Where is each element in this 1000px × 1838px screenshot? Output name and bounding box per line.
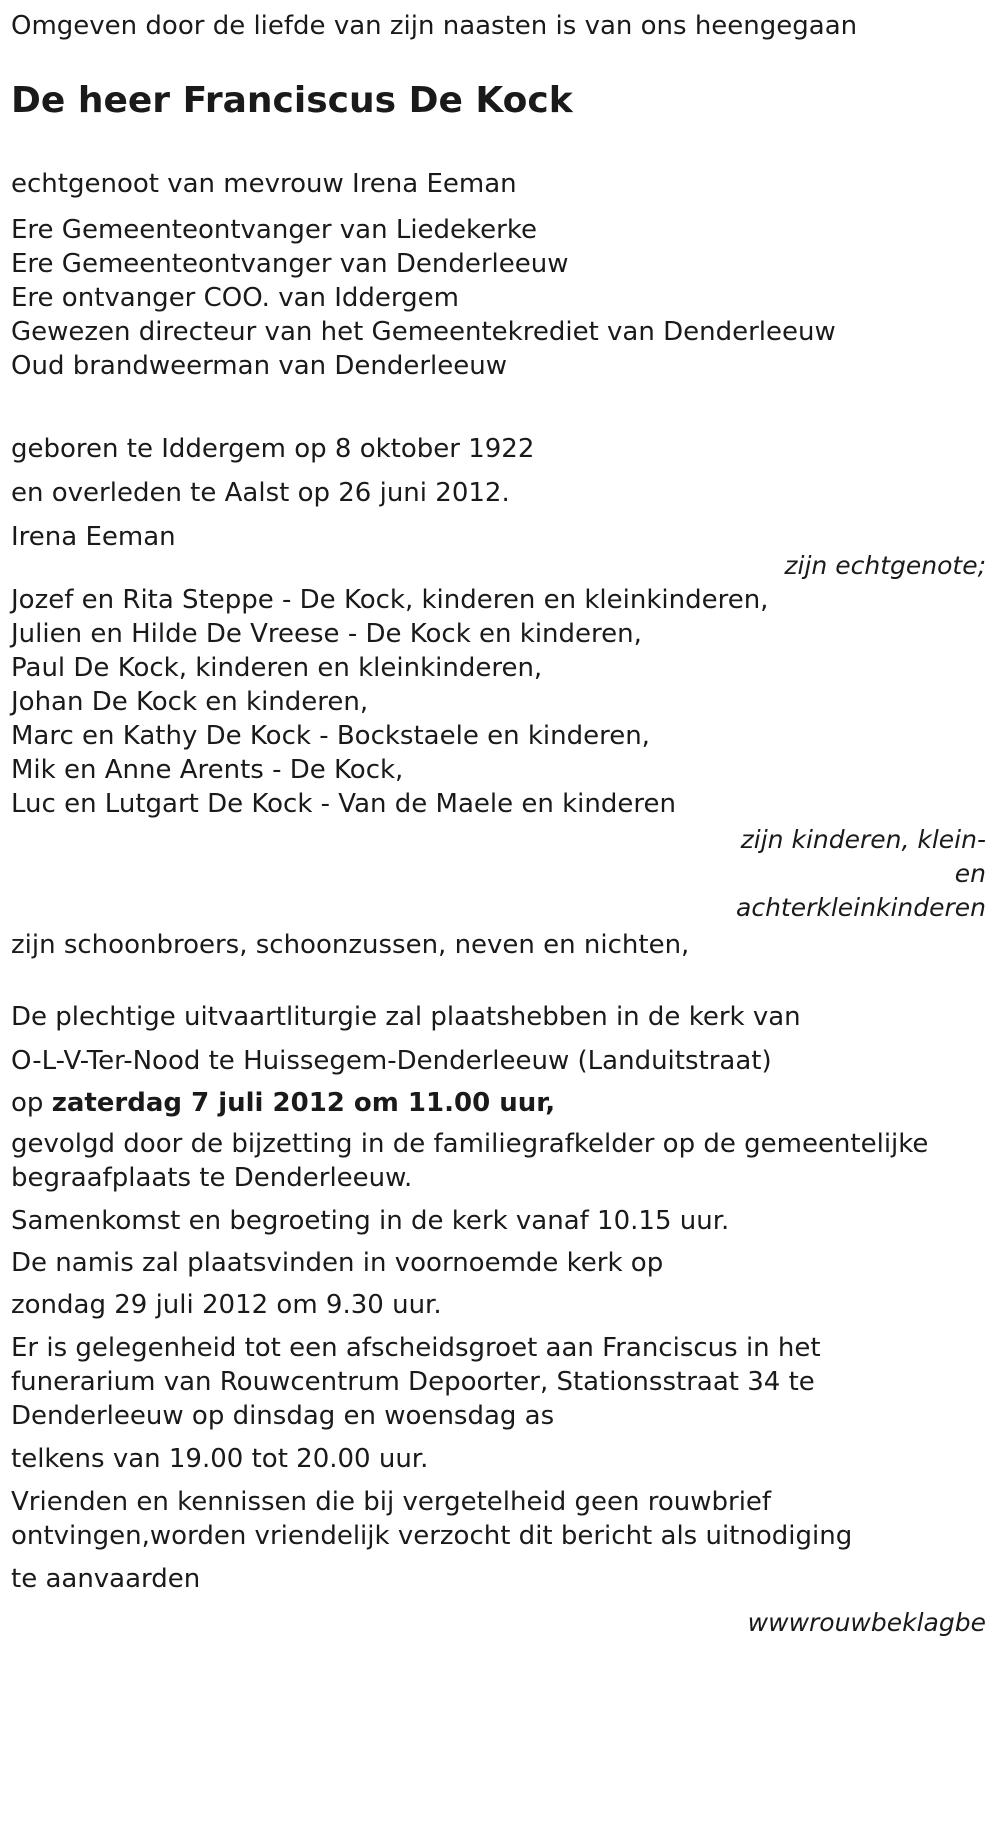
memorial-line: De namis zal plaatsvinden in voornoemde kerk op [11, 1248, 664, 1278]
children-role-line: en [954, 859, 986, 888]
footer-source: wwwrouwbeklagbe [747, 1608, 986, 1637]
spouse-name: Irena Eeman [11, 522, 176, 552]
notice-line: Vrienden en kennissen die bij vergetelheid geen rouwbrief [11, 1487, 772, 1517]
title-line: Ere ontvanger COO. van Iddergem [11, 283, 459, 313]
title-line: Oud brandweerman van Denderleeuw [11, 351, 508, 381]
church-line: O-L-V-Ter-Nood te Huissegem-Denderleeuw (Landuitstraat) [11, 1046, 772, 1076]
gathering-line: Samenkomst en begroeting in de kerk vanaf 10.15 uur. [11, 1206, 730, 1236]
children-role-line: achterkleinkinderen [736, 893, 986, 922]
intro-text: Omgeven door de liefde van zijn naasten is van ons heengegaan [11, 11, 858, 41]
death-line: en overleden te Aalst op 26 juni 2012. [11, 478, 510, 508]
deceased-name: De heer Franciscus De Kock [11, 80, 573, 121]
farewell-line: Denderleeuw op dinsdag en woensdag as [11, 1401, 555, 1431]
title-line: Ere Gemeenteontvanger van Liedekerke [11, 215, 537, 245]
memorial-date: zondag 29 juli 2012 om 9.30 uur. [11, 1290, 442, 1320]
title-line: Gewezen directeur van het Gemeentekrediet van Denderleeuw [11, 317, 836, 347]
child-line: Marc en Kathy De Kock - Bockstaele en kinderen, [11, 721, 650, 751]
children-role-line: zijn kinderen, klein- [740, 825, 986, 854]
obituary-notice [0, 6, 1000, 1838]
spouse-role: zijn echtgenote; [784, 551, 986, 580]
farewell-hours: telkens van 19.00 tot 20.00 uur. [11, 1444, 429, 1474]
notice-last-line: te aanvaarden [11, 1564, 201, 1594]
spouse-line: echtgenoot van mevrouw Irena Eeman [11, 169, 517, 199]
notice-line: ontvingen,worden vriendelijk verzocht dit bericht als uitnodiging [11, 1521, 853, 1551]
farewell-line: funerarium van Rouwcentrum Depoorter, Stationsstraat 34 te [11, 1367, 815, 1397]
notice-paragraph [11, 1485, 986, 1553]
funeral-date-prefix: op [11, 1088, 52, 1118]
burial-line: begraafplaats te Denderleeuw. [11, 1163, 413, 1193]
child-line: Jozef en Rita Steppe - De Kock, kinderen en kleinkinderen, [11, 585, 769, 615]
burial-paragraph [11, 1127, 986, 1195]
child-line: Paul De Kock, kinderen en kleinkinderen, [11, 653, 543, 683]
titles-list [11, 213, 986, 383]
birth-line: geboren te Iddergem op 8 oktober 1922 [11, 434, 535, 464]
funeral-date-bold: zaterdag 7 juli 2012 om 11.00 uur, [51, 1088, 556, 1118]
farewell-line: Er is gelegenheid tot een afscheidsgroet aan Franciscus in het [11, 1333, 821, 1363]
child-line: Mik en Anne Arents - De Kock, [11, 755, 404, 785]
funeral-date [11, 1083, 986, 1123]
children-list [11, 583, 986, 821]
in-laws-line: zijn schoonbroers, schoonzussen, neven en nichten, [11, 930, 690, 960]
children-role [11, 823, 986, 925]
funeral-line: De plechtige uitvaartliturgie zal plaatshebben in de kerk van [11, 1002, 801, 1032]
title-line: Ere Gemeenteontvanger van Denderleeuw [11, 249, 569, 279]
burial-line: gevolgd door de bijzetting in de familiegrafkelder op de gemeentelijke [11, 1129, 929, 1159]
farewell-paragraph [11, 1331, 986, 1433]
child-line: Johan De Kock en kinderen, [11, 687, 369, 717]
child-line: Luc en Lutgart De Kock - Van de Maele en kinderen [11, 789, 676, 819]
child-line: Julien en Hilde De Vreese - De Kock en kinderen, [11, 619, 642, 649]
